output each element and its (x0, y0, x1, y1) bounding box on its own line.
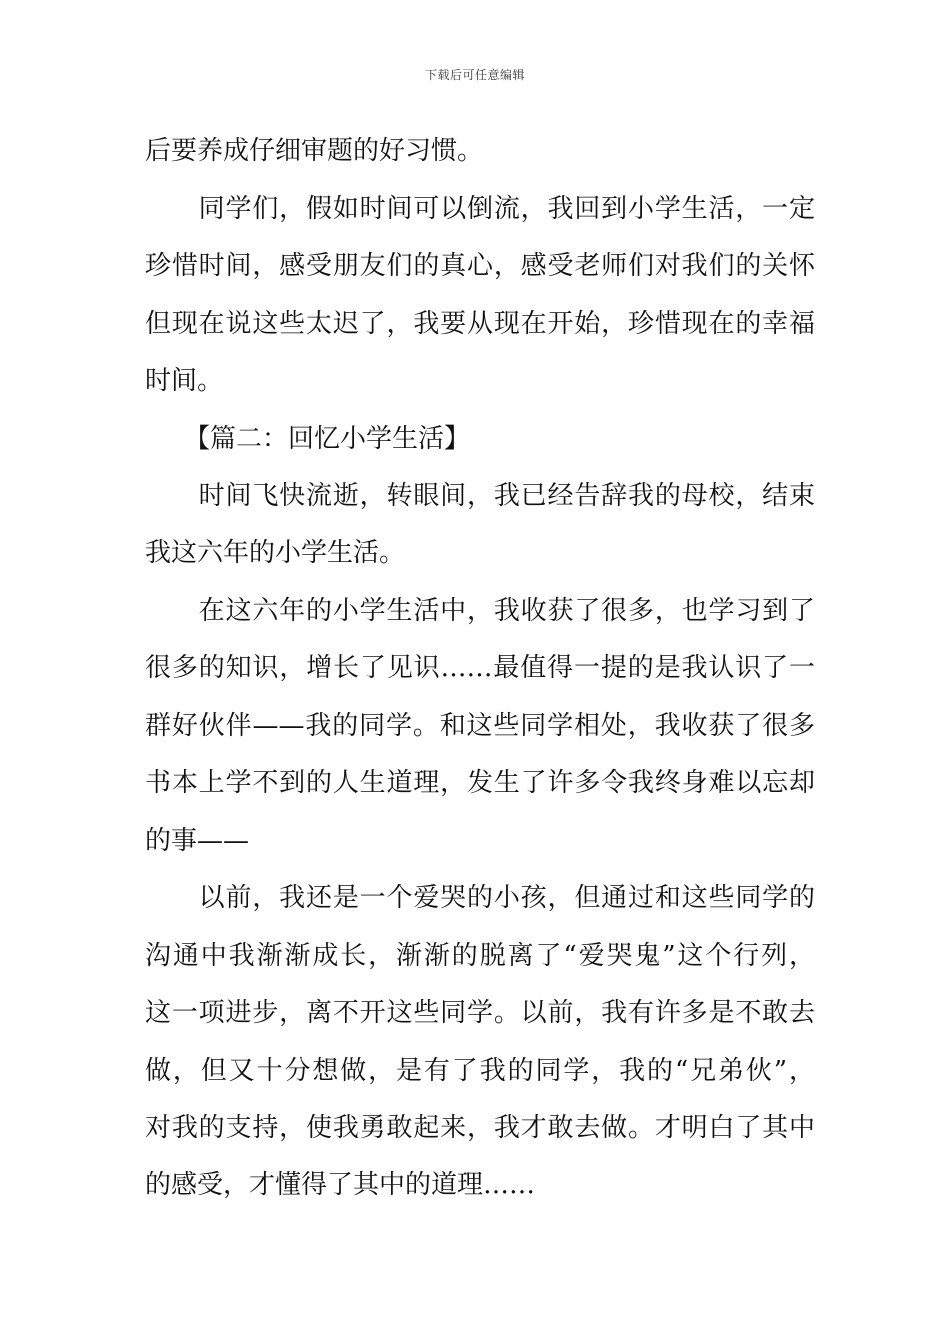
text-line: 时间飞快流逝，转眼间，我已经告辞我的母校，结束 (145, 481, 815, 511)
text-line: 后要养成仔细审题的好习惯。 (145, 136, 484, 166)
text-line: 的事—— (145, 826, 250, 856)
text-line: 时间。 (145, 366, 224, 396)
text-line: 同学们，假如时间可以倒流，我回到小学生活，一定 (145, 194, 815, 224)
text-line: 书本上学不到的人生道理，发生了许多令我终身难以忘却 (145, 768, 815, 798)
text-line: 但现在说这些太迟了，我要从现在开始，珍惜现在的幸福 (145, 309, 815, 339)
text-line: 以前，我还是一个爱哭的小孩，但通过和这些同学的 (145, 883, 815, 913)
text-line: 做，但又十分想做，是有了我的同学，我的“兄弟伙”， (145, 1056, 815, 1086)
text-line: 在这六年的小学生活中，我收获了很多，也学习到了 (145, 596, 815, 626)
text-line: 这一项进步，离不开这些同学。以前，我有许多是不敢去 (145, 998, 815, 1028)
page-header: 下载后可任意编辑 (424, 68, 525, 82)
text-line: 我这六年的小学生活。 (145, 538, 406, 568)
section-heading: 【篇二：回忆小学生活】 (145, 424, 471, 454)
text-line: 很多的知识，增长了见识……最值得一提的是我认识了一 (145, 653, 815, 683)
text-line: 对我的支持，使我勇敢起来，我才敢去做。才明白了其中 (145, 1113, 815, 1143)
text-line: 的感受，才懂得了其中的道理…… (145, 1170, 536, 1200)
text-line: 群好伙伴——我的同学。和这些同学相处，我收获了很多 (145, 711, 815, 741)
text-line: 沟通中我渐渐成长，渐渐的脱离了“爱哭鬼”这个行列， (145, 941, 815, 971)
text-line: 珍惜时间，感受朋友们的真心，感受老师们对我们的关怀 (145, 251, 815, 281)
